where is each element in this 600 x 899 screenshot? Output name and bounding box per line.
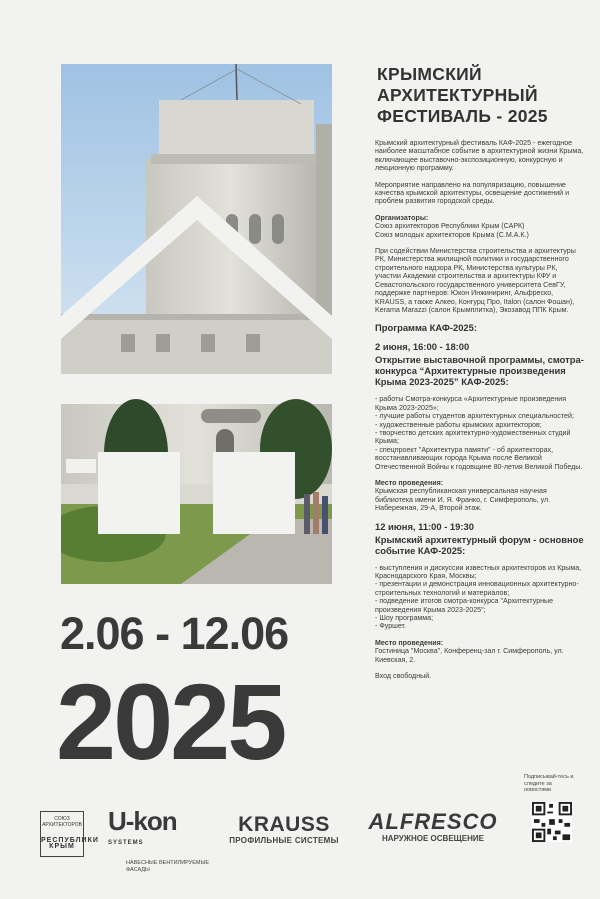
intro-paragraph: Мероприятие направлено на популяризацию, повышение качества крымской архитектуры, освещение достижений и проблем развития городской среды. (375, 180, 570, 206)
list-item: - Шоу программа; (375, 614, 434, 623)
list-item: - подведение итогов смотра-конкурса "Архитектурные произведения Крыма 2023-2025"; (375, 597, 554, 614)
date-range: 2.06 - 12.06 (60, 608, 289, 659)
list-item: - Фуршет. (375, 622, 406, 631)
list-item: - работы Смотра-конкурса «Архитектурные произведения Крыма 2023-2025»; (375, 395, 567, 412)
organizer-line: Союз молодых архитекторов Крыма (С.М.А.К.) (375, 230, 529, 239)
intro-paragraph: Крымский архитектурный фестиваль КАФ-2025 - ежегодное наиболее масштабное событие в архитектурной жизни Крыма, включающее выставочно-экспозиционную, конкурсную и лекционную программу. (375, 139, 584, 173)
list-item: - спецпроект "Архитектура памяти" - об архитекторах, восстанавливающих города Крыма после Великой Отечественной Войны к годовщине 80-летия Великой Победы. (375, 445, 583, 471)
title-line: КРЫМСКИЙ (377, 64, 482, 84)
info-column (375, 64, 585, 688)
sark-logo-bottom: РЕСПУБЛИКИ КРЫМ (41, 837, 99, 850)
list-item: - художественные работы крымских архитекторов; (375, 420, 542, 429)
building-photo (61, 64, 332, 584)
ukon-brand-text: U-kon (108, 806, 177, 836)
event1-list (375, 395, 585, 471)
sark-logo-top: СОЮЗ АРХИТЕКТОРОВ (42, 816, 82, 828)
list-item: - творчество детских архитектурно-художественных студий Крыма; (375, 428, 571, 446)
organizers-heading: Организаторы: (375, 213, 429, 222)
support-paragraph: При содействии Министерства строительства и архитектуры РК, Министерства жилищной политики и государственного строительного надзора РК, Министерства культуры РК, участии Академии строительства и архитектуры КФУ и Севастопольского государственного университета СевГУ, поддержке партнеров: Юкон Инжиниринг, Альфреско, KRAUSS, а также Алкео, Конгурц Про, Italon (салон Фошан), Kerama Marazzi (салон Крымплитка), Экозавод ППК Крым. (375, 247, 576, 314)
program-heading: Программа КАФ-2025: (375, 322, 477, 334)
krauss-subtitle: ПРОФИЛЬНЫЕ СИСТЕМЫ (229, 836, 339, 845)
venue-text: Гостиница "Москва", Конференц-зал г. Симферополь, ул. Киевская, 2. (375, 647, 564, 664)
event1-datetime: 2 июня, 16:00 - 18:00 (375, 341, 470, 353)
event2-list (375, 564, 585, 631)
list-item: - лучшие работы студентов архитектурных специальностей; (375, 412, 574, 421)
alfresco-logo (362, 810, 504, 843)
event2-title: Крымский архитектурный форум - основное событие КАФ-2025: (375, 533, 584, 556)
festival-year: 2025 (56, 661, 285, 782)
alfresco-subtitle: НАРУЖНОЕ ОСВЕЩЕНИЕ (381, 834, 484, 843)
alfresco-brand: ALFRESCO (368, 809, 498, 834)
title-line: АРХИТЕКТУРНЫЙ (377, 85, 538, 105)
event2-venue (375, 639, 585, 664)
ukon-brand (108, 806, 218, 854)
venue-heading: Место проведения: (375, 478, 444, 487)
free-entry: Вход свободный. (375, 672, 432, 681)
venue-heading: Место проведения: (375, 638, 444, 647)
partner-logos (40, 774, 580, 873)
subscribe-block (524, 774, 576, 847)
ukon-systems: SYSTEMS (108, 840, 144, 846)
event1-venue (375, 479, 585, 513)
ukon-subtitle: НАВЕСНЫЕ ВЕНТИЛИРУЕМЫЕ ФАСАДЫ (126, 860, 209, 873)
ukon-logo (108, 806, 218, 873)
venue-text: Крымская республиканская универсальная научная библиотека имени И. Я. Франко, г. Симферополь, ул. Набережная, 29-А, Второй этаж. (375, 487, 551, 513)
krauss-logo (228, 814, 340, 845)
organizer-line: Союз архитекторов Республики Крым (САРК) (375, 222, 525, 231)
event2-datetime: 12 июня, 11:00 - 19:30 (375, 520, 474, 532)
list-item: - презентации и демонстрация инновационных архитектурно-строительных технологий и материалов; (375, 580, 579, 597)
title-line: ФЕСТИВАЛЬ - 2025 (377, 106, 548, 126)
qr-code-icon[interactable] (532, 802, 572, 842)
krauss-brand: KRAUSS (238, 813, 330, 836)
list-item: - выступления и дискуссии известных архитекторов из Крыма, Краснодарского Края, Москвы; (375, 563, 582, 580)
event1-title: Открытие выставочной программы, смотра-конкурса “Архитектурные произведения Крыма 2023-2025” КАФ-2025: (375, 354, 584, 388)
subscribe-text: Подписывай-тесь и следите за новостями (524, 774, 574, 793)
sark-logo (40, 811, 99, 857)
organizers (375, 214, 585, 239)
festival-title (377, 64, 585, 127)
